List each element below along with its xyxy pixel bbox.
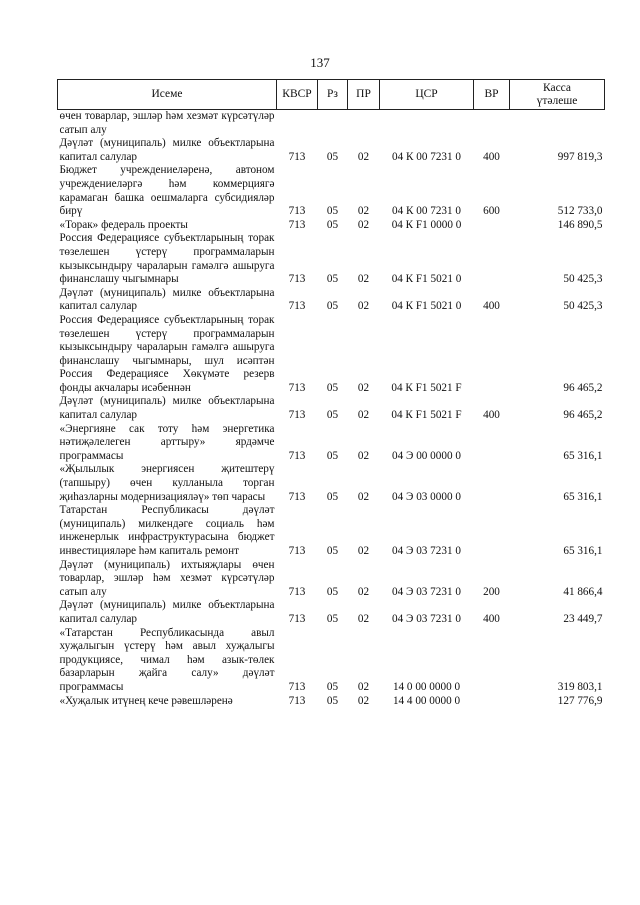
row-name: Россия Федерациясе субъектларының торак төзелешен үстерү программаларын кызыксындыру чараларын гамәлгә ашыруга финанслашу чыгымнары	[59, 232, 275, 286]
row-kvsr: 713	[288, 381, 306, 394]
row-kvsr	[277, 110, 318, 138]
row-csr: 04 К F1 5021 0	[391, 300, 462, 313]
row-kvsr: 713	[288, 585, 306, 598]
row-name: өчен товарлар, эшләр һәм хезмәт күрсәтүләр сатып алу	[59, 110, 275, 136]
row-name: Дәүләт (муниципаль) милке объектларына капитал салулар	[59, 286, 275, 313]
row-vr	[474, 219, 510, 233]
header-pr: ПР	[348, 80, 380, 110]
row-name: Дәүләт (муниципаль) милке объектларына капитал салулар	[59, 395, 275, 422]
row-csr: 04 К F1 5021 0	[391, 273, 462, 286]
row-amount: 997 819,3	[557, 150, 603, 163]
table-row	[58, 395, 605, 422]
row-kvsr: 713	[288, 545, 306, 557]
row-csr: 04 К F1 0000 0	[391, 218, 462, 231]
row-amount: 96 465,2	[563, 381, 603, 394]
table-row	[58, 504, 605, 558]
row-kvsr: 713	[288, 218, 306, 231]
table-row	[58, 559, 605, 600]
row-vr	[474, 463, 510, 504]
row-rz: 05	[326, 150, 339, 163]
row-vr: 400	[483, 612, 500, 625]
row-rz: 05	[326, 273, 339, 286]
table-row	[58, 599, 605, 626]
row-csr: 04 Э 00 0000 0	[392, 449, 461, 462]
table-row	[58, 314, 605, 396]
row-vr	[474, 232, 510, 286]
budget-table	[57, 79, 605, 708]
row-csr: 04 К 00 7231 0	[392, 205, 461, 218]
row-name: «Татарстан Республикасында авыл хуҗалыгын үстерү һәм авыл хуҗалыгы продукциясе, чимал һәм азык-төлек базарларын җайга салу» дәүләт программасы	[59, 626, 275, 693]
row-amount: 319 803,1	[557, 680, 603, 693]
row-vr	[474, 110, 510, 138]
table-header	[58, 80, 605, 110]
row-kvsr: 713	[288, 612, 306, 625]
row-rz: 05	[326, 545, 339, 557]
row-vr	[474, 423, 510, 464]
table-row	[58, 164, 605, 218]
row-amount: 50 425,3	[563, 273, 603, 286]
row-amount: 23 449,7	[563, 612, 603, 625]
table-row	[58, 287, 605, 314]
row-kvsr: 713	[288, 680, 306, 693]
row-kvsr: 713	[288, 273, 306, 286]
row-amount: 96 465,2	[563, 409, 603, 422]
row-vr	[474, 695, 510, 709]
row-name: «Торак» федераль проекты	[59, 218, 188, 231]
row-vr	[474, 627, 510, 695]
row-name: Бюджет учреждениеләренә, автоном учреждениеләргә һәм коммерциягә карамаган башка оешмаларга субсидияләр бирү	[59, 164, 275, 218]
row-pr: 02	[357, 218, 370, 231]
row-rz	[318, 110, 348, 138]
row-csr: 04 Э 03 7231 0	[392, 612, 461, 625]
row-vr: 400	[483, 300, 500, 313]
row-pr: 02	[357, 273, 370, 286]
row-rz: 05	[326, 449, 339, 462]
row-csr: 04 Э 03 7231 0	[392, 545, 461, 557]
table-row	[58, 110, 605, 138]
header-kvsr: КВСР	[277, 80, 318, 110]
row-pr: 02	[357, 150, 370, 163]
row-vr: 200	[483, 585, 500, 598]
row-amount: 65 316,1	[563, 449, 603, 462]
row-kvsr: 713	[288, 449, 306, 462]
row-rz: 05	[326, 381, 339, 394]
header-csr: ЦСР	[380, 80, 474, 110]
row-pr: 02	[357, 585, 370, 598]
row-name: Россия Федерациясе субъектларының торак төзелешен үстерү программаларын кызыксындыру чараларын гамәлгә ашыруга финанслашу чыгымнары, шул исәптән Россия Федерациясе Хөкүмәте резерв фонды акчалары исәбеннән	[59, 313, 275, 394]
row-csr	[380, 110, 474, 138]
row-pr: 02	[357, 680, 370, 693]
row-kvsr: 713	[288, 150, 306, 163]
row-pr: 02	[357, 545, 370, 557]
row-pr: 02	[357, 409, 370, 422]
row-pr: 02	[357, 449, 370, 462]
row-kvsr: 713	[288, 694, 306, 707]
row-csr: 04 К F1 5021 F	[391, 381, 462, 394]
row-amount: 65 316,1	[563, 545, 603, 557]
row-kvsr: 713	[288, 409, 306, 422]
row-csr: 04 К F1 5021 F	[391, 409, 462, 422]
row-name: «Энергияне сак тоту һәм энергетика нәтиҗәлелеген арттыру» ярдәмче программасы	[59, 422, 275, 462]
row-vr: 400	[483, 409, 500, 422]
row-csr: 14 4 00 0000 0	[392, 694, 461, 707]
row-vr	[474, 504, 510, 558]
row-amount: 146 890,5	[557, 218, 603, 231]
row-csr: 14 0 00 0000 0	[392, 680, 461, 693]
row-name: Дәүләт (муниципаль) милке объектларына капитал салулар	[59, 137, 275, 163]
row-rz: 05	[326, 409, 339, 422]
row-csr: 04 Э 03 7231 0	[392, 585, 461, 598]
row-amount: 50 425,3	[563, 300, 603, 313]
row-name: Дәүләт (муниципаль) милке объектларына капитал салулар	[59, 599, 275, 625]
row-amount: 127 776,9	[557, 694, 603, 707]
row-name: «Җылылык энергиясен җитештерү (тапшыру) өчен кулланыла торган җиһазларны модернизацияләү» төп чарасы	[59, 463, 275, 503]
row-rz: 05	[326, 585, 339, 598]
row-rz: 05	[326, 300, 339, 313]
row-pr: 02	[357, 490, 370, 503]
table-row	[58, 219, 605, 233]
table-row	[58, 232, 605, 286]
row-vr: 400	[483, 150, 500, 163]
row-csr: 04 К 00 7231 0	[392, 150, 461, 163]
row-rz: 05	[326, 680, 339, 693]
row-rz: 05	[326, 694, 339, 707]
row-amount: 65 316,1	[563, 490, 603, 503]
row-amount: 41 866,4	[563, 585, 603, 598]
row-pr: 02	[357, 381, 370, 394]
table-row	[58, 137, 605, 164]
row-rz: 05	[326, 205, 339, 218]
header-rz: Рз	[318, 80, 348, 110]
row-rz: 05	[326, 218, 339, 231]
table-body	[58, 110, 605, 709]
table-row	[58, 423, 605, 464]
row-pr: 02	[357, 612, 370, 625]
row-vr	[474, 314, 510, 396]
row-kvsr: 713	[288, 490, 306, 503]
table-row	[58, 695, 605, 709]
row-rz: 05	[326, 490, 339, 503]
row-csr: 04 Э 03 0000 0	[392, 490, 461, 503]
row-vr: 600	[483, 205, 500, 218]
row-kvsr: 713	[288, 205, 306, 218]
row-amount: 512 733,0	[557, 205, 603, 218]
table-row	[58, 627, 605, 695]
header-kassa: Касса үтәлеше	[510, 80, 605, 110]
row-kvsr: 713	[288, 300, 306, 313]
row-rz: 05	[326, 612, 339, 625]
row-name: «Хуҗалык итүнең кече рәвешләренә	[59, 694, 233, 707]
header-vr: ВР	[474, 80, 510, 110]
table-row	[58, 463, 605, 504]
row-pr: 02	[357, 694, 370, 707]
header-name: Исеме	[58, 80, 277, 110]
row-pr: 02	[357, 300, 370, 313]
row-name: Татарстан Республикасы дәүләт (муниципаль) милкендәге социаль һәм инженерлык инфраструктурасына бюджет инвестицияләре һәм капиталь ремонт	[59, 504, 275, 557]
row-amount	[510, 110, 605, 138]
row-pr	[348, 110, 380, 138]
row-pr: 02	[357, 205, 370, 218]
row-name: Дәүләт (муниципаль) ихтыяҗлары өчен товарлар, эшләр һәм хезмәт күрсәтүләр сатып алу	[59, 558, 275, 598]
page-number: 137	[310, 55, 330, 70]
